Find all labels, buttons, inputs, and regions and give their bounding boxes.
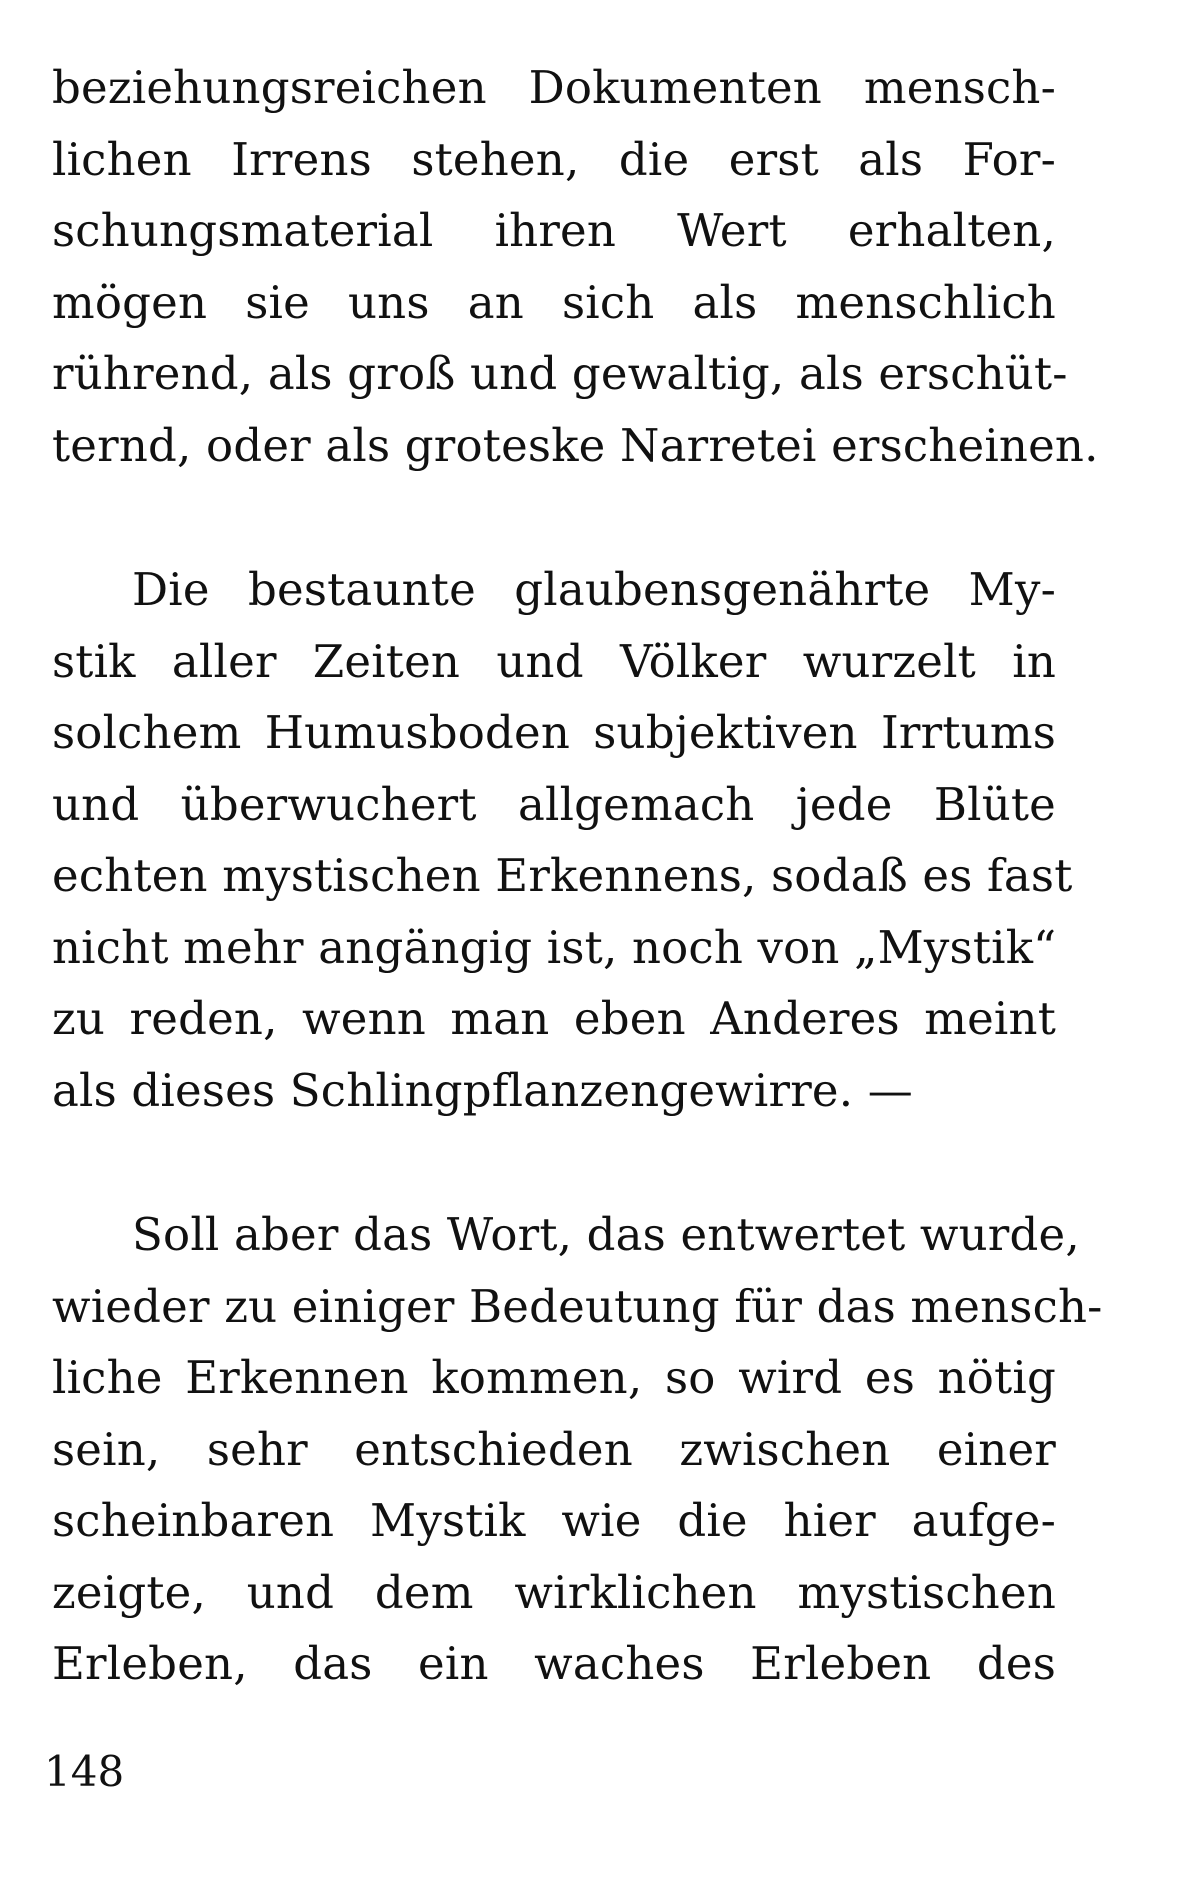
text-line: Soll aber das Wort, das entwertet wurde, (132, 1208, 1080, 1261)
text-line: echten mystischen Erkennens, sodaß es fast (52, 849, 1073, 902)
text-line: mögen sie uns an sich als menschlich (52, 275, 1056, 329)
text-line: lichen Irrens stehen, die erst als For- (52, 132, 1056, 186)
text-line: solchem Humusboden subjektiven Irrtums (52, 706, 1056, 759)
paragraph-1 (52, 52, 1099, 481)
paragraph-2 (52, 554, 1073, 1126)
page-body (52, 52, 1103, 1700)
paragraph-3 (52, 1199, 1103, 1700)
text-line: liche Erkennen kommen, so wird es nötig (52, 1351, 1056, 1404)
text-line: schungsmaterial ihren Wert erhalten, (52, 204, 1056, 257)
text-line: zu reden, wenn man eben Anderes meint (52, 992, 1056, 1045)
text-line: scheinbaren Mystik wie die hier aufge- (52, 1494, 1056, 1547)
text-line: rührend, als groß und gewaltig, als erschüt- (52, 347, 1068, 400)
text-line: zeigte, und dem wirklichen mystischen (52, 1565, 1056, 1619)
text-line: Erleben, das ein waches Erleben des (52, 1637, 1056, 1690)
text-line: nicht mehr angängig ist, noch von „Mystik“ (52, 920, 1057, 974)
text-line: beziehungsreichen Dokumenten mensch- (52, 61, 1056, 114)
text-line: wieder zu einiger Bedeutung für das mensch- (52, 1279, 1103, 1333)
page-number: 148 (44, 1747, 125, 1796)
text-line: und überwuchert allgemach jede Blüte (52, 777, 1056, 831)
text-line: stik aller Zeiten und Völker wurzelt in (52, 634, 1056, 688)
text-line: als dieses Schlingpflanzengewirre. — (52, 1063, 913, 1117)
text-line: sein, sehr entschieden zwischen einer (52, 1422, 1056, 1476)
text-line: ternd, oder als groteske Narretei erscheinen. (52, 418, 1099, 472)
text-line: Die bestaunte glaubensgenährte My- (132, 563, 1056, 616)
